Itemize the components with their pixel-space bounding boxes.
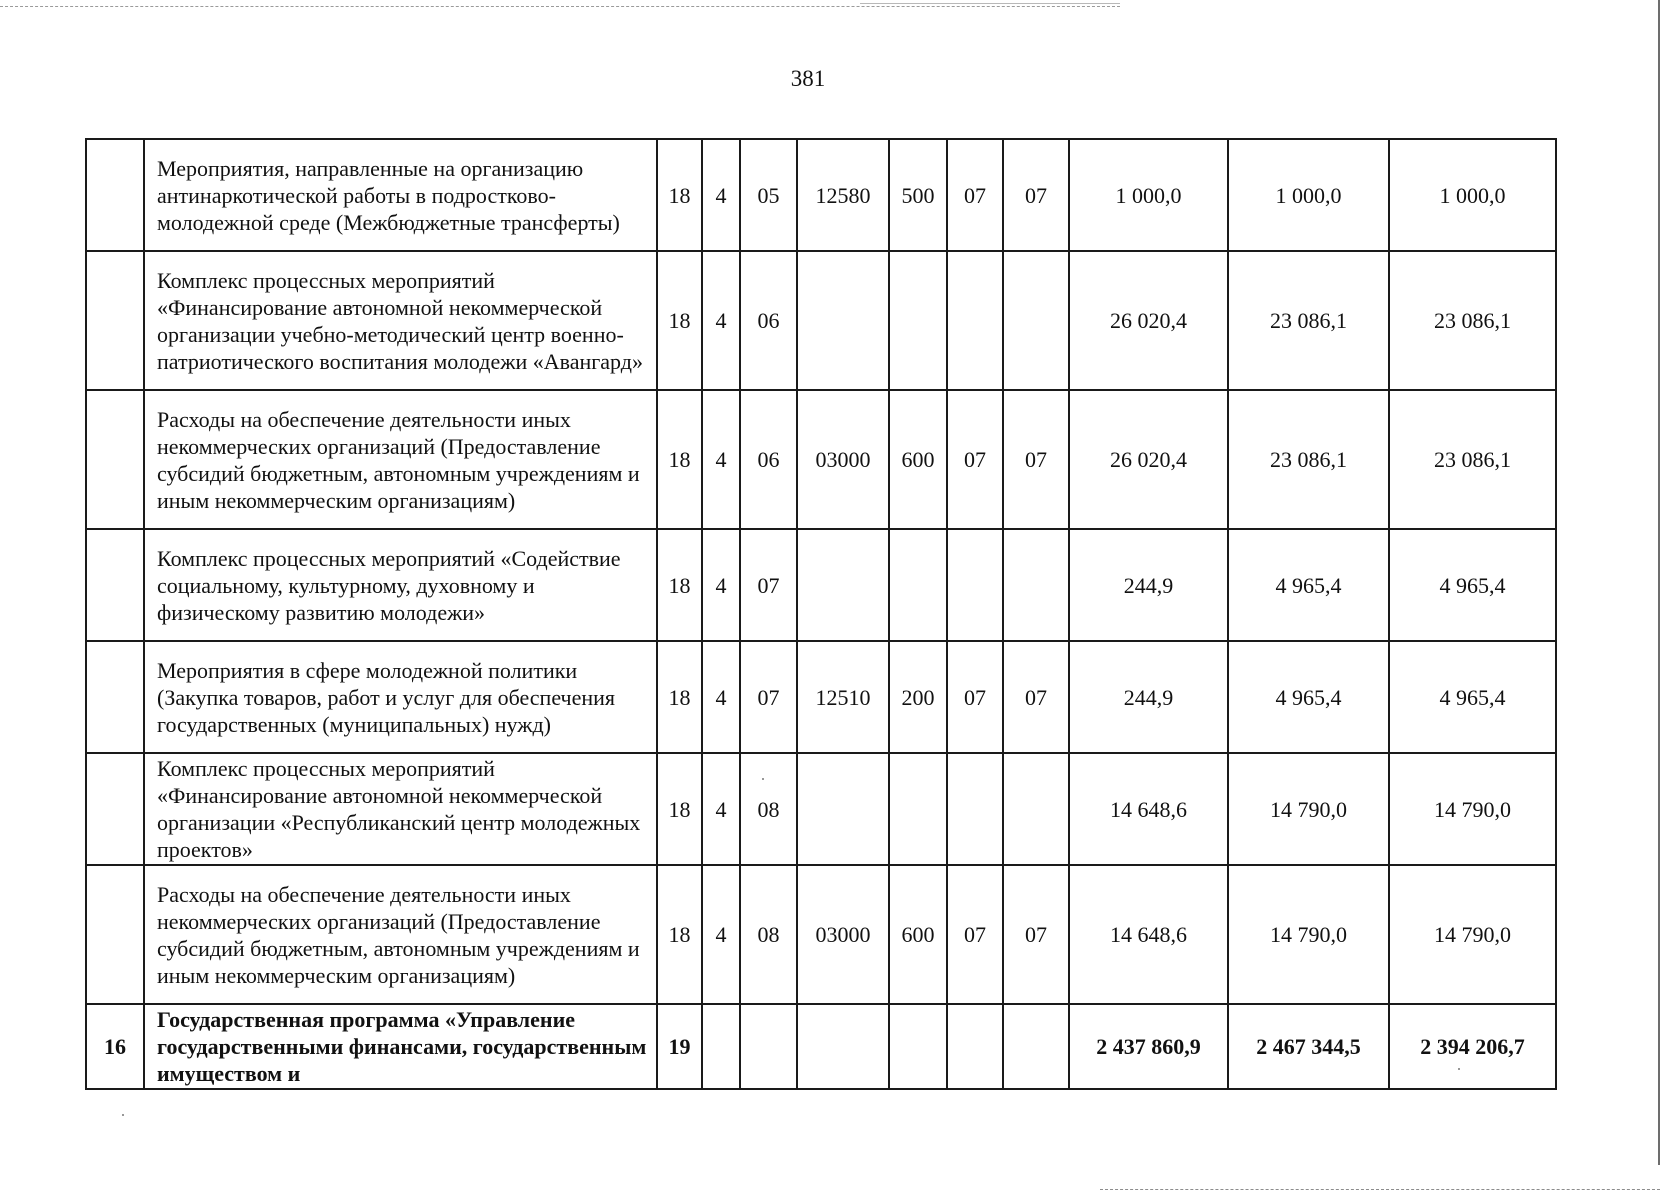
table-row [86,641,1556,753]
code-subprogram: 07 [740,529,797,641]
amount-year-2: 14 790,0 [1228,865,1389,1004]
code-expense-type [889,1004,947,1089]
amount-year-2: 4 965,4 [1228,641,1389,753]
code-direction [797,529,889,641]
amount-year-3: 14 790,0 [1389,865,1556,1004]
row-number [86,251,144,390]
expense-name: Мероприятия, направленные на организацию антинаркотической работы в подростково-молодежной среде (Межбюджетные трансферты) [144,139,657,251]
code-ministry: 19 [657,1004,702,1089]
code-subprogram: 08 [740,753,797,865]
code-subprogram: 08 [740,865,797,1004]
code-subprogram: 05 [740,139,797,251]
code-program-type: 4 [702,251,740,390]
expense-name: Комплекс процессных мероприятий «Финансирование автономной некоммерческой организации «Республиканский центр молодежных проектов» [144,753,657,865]
code-expense-type [889,251,947,390]
code-subsection [1003,1004,1069,1089]
code-subsection [1003,529,1069,641]
code-subprogram: 07 [740,641,797,753]
code-section: 07 [947,390,1003,529]
code-section [947,1004,1003,1089]
scan-edge-right [1658,0,1660,1165]
code-program-type: 4 [702,641,740,753]
table-row [86,865,1556,1004]
table-row [86,139,1556,251]
row-number [86,390,144,529]
code-direction [797,251,889,390]
amount-year-3: 14 790,0 [1389,753,1556,865]
code-direction: 03000 [797,865,889,1004]
code-direction: 03000 [797,390,889,529]
code-ministry: 18 [657,139,702,251]
code-subsection: 07 [1003,641,1069,753]
budget-table [85,138,1557,1090]
code-program-type: 4 [702,139,740,251]
expense-name: Мероприятия в сфере молодежной политики (Закупка товаров, работ и услуг для обеспечения государственных (муниципальных) нужд) [144,641,657,753]
code-expense-type [889,529,947,641]
code-expense-type [889,753,947,865]
row-number [86,139,144,251]
code-program-type: 4 [702,753,740,865]
code-direction: 12510 [797,641,889,753]
code-subprogram [740,1004,797,1089]
amount-year-2: 4 965,4 [1228,529,1389,641]
amount-year-3: 4 965,4 [1389,529,1556,641]
expense-name: Комплекс процессных мероприятий «Финансирование автономной некоммерческой организации учебно-методический центр военно-патриотического воспитания молодежи «Авангард» [144,251,657,390]
table-row [86,753,1556,865]
expense-name: Расходы на обеспечение деятельности иных некоммерческих организаций (Предоставление субсидий бюджетным, автономным учреждениям и иным некоммерческим организациям) [144,390,657,529]
amount-year-2: 23 086,1 [1228,251,1389,390]
code-ministry: 18 [657,753,702,865]
code-direction [797,753,889,865]
code-program-type [702,1004,740,1089]
amount-year-1: 244,9 [1069,641,1228,753]
code-ministry: 18 [657,641,702,753]
amount-year-3: 4 965,4 [1389,641,1556,753]
row-number [86,753,144,865]
code-subprogram: 06 [740,390,797,529]
amount-year-1: 26 020,4 [1069,390,1228,529]
table-row-program-total [86,1004,1556,1089]
row-number: 16 [86,1004,144,1089]
code-section: 07 [947,641,1003,753]
expense-name: Комплекс процессных мероприятий «Содействие социальному, культурному, духовному и физическому развитию молодежи» [144,529,657,641]
amount-year-3: 23 086,1 [1389,251,1556,390]
code-section [947,753,1003,865]
code-section [947,529,1003,641]
code-direction [797,1004,889,1089]
scan-edge-bottom [1100,1189,1660,1190]
table-row [86,390,1556,529]
code-subsection [1003,753,1069,865]
code-program-type: 4 [702,865,740,1004]
amount-year-2: 23 086,1 [1228,390,1389,529]
code-subsection [1003,251,1069,390]
code-ministry: 18 [657,865,702,1004]
code-subprogram: 06 [740,251,797,390]
page-number: 381 [790,66,826,91]
code-ministry: 18 [657,390,702,529]
code-expense-type: 200 [889,641,947,753]
amount-year-2: 2 467 344,5 [1228,1004,1389,1089]
code-expense-type: 500 [889,139,947,251]
expense-name: Расходы на обеспечение деятельности иных некоммерческих организаций (Предоставление субсидий бюджетным, автономным учреждениям и иным некоммерческим организациям) [144,865,657,1004]
code-program-type: 4 [702,529,740,641]
amount-year-3: 23 086,1 [1389,390,1556,529]
amount-year-2: 14 790,0 [1228,753,1389,865]
code-section [947,251,1003,390]
code-subsection: 07 [1003,865,1069,1004]
code-program-type: 4 [702,390,740,529]
amount-year-1: 14 648,6 [1069,753,1228,865]
table-row [86,529,1556,641]
code-subsection: 07 [1003,139,1069,251]
amount-year-1: 1 000,0 [1069,139,1228,251]
amount-year-1: 26 020,4 [1069,251,1228,390]
row-number [86,865,144,1004]
code-subsection: 07 [1003,390,1069,529]
code-section: 07 [947,865,1003,1004]
amount-year-1: 14 648,6 [1069,865,1228,1004]
amount-year-2: 1 000,0 [1228,139,1389,251]
amount-year-1: 2 437 860,9 [1069,1004,1228,1089]
code-ministry: 18 [657,529,702,641]
amount-year-1: 244,9 [1069,529,1228,641]
code-ministry: 18 [657,251,702,390]
row-number [86,529,144,641]
scan-speck [122,1114,124,1116]
scan-edge-top [0,6,1120,7]
code-expense-type: 600 [889,390,947,529]
scan-edge-top-faint [860,3,1120,4]
amount-year-3: 1 000,0 [1389,139,1556,251]
code-section: 07 [947,139,1003,251]
row-number [86,641,144,753]
code-direction: 12580 [797,139,889,251]
expense-name: Государственная программа «Управление государственными финансами, государственным имуществом и [144,1004,657,1089]
code-expense-type: 600 [889,865,947,1004]
amount-year-3: 2 394 206,7 [1389,1004,1556,1089]
table-row [86,251,1556,390]
